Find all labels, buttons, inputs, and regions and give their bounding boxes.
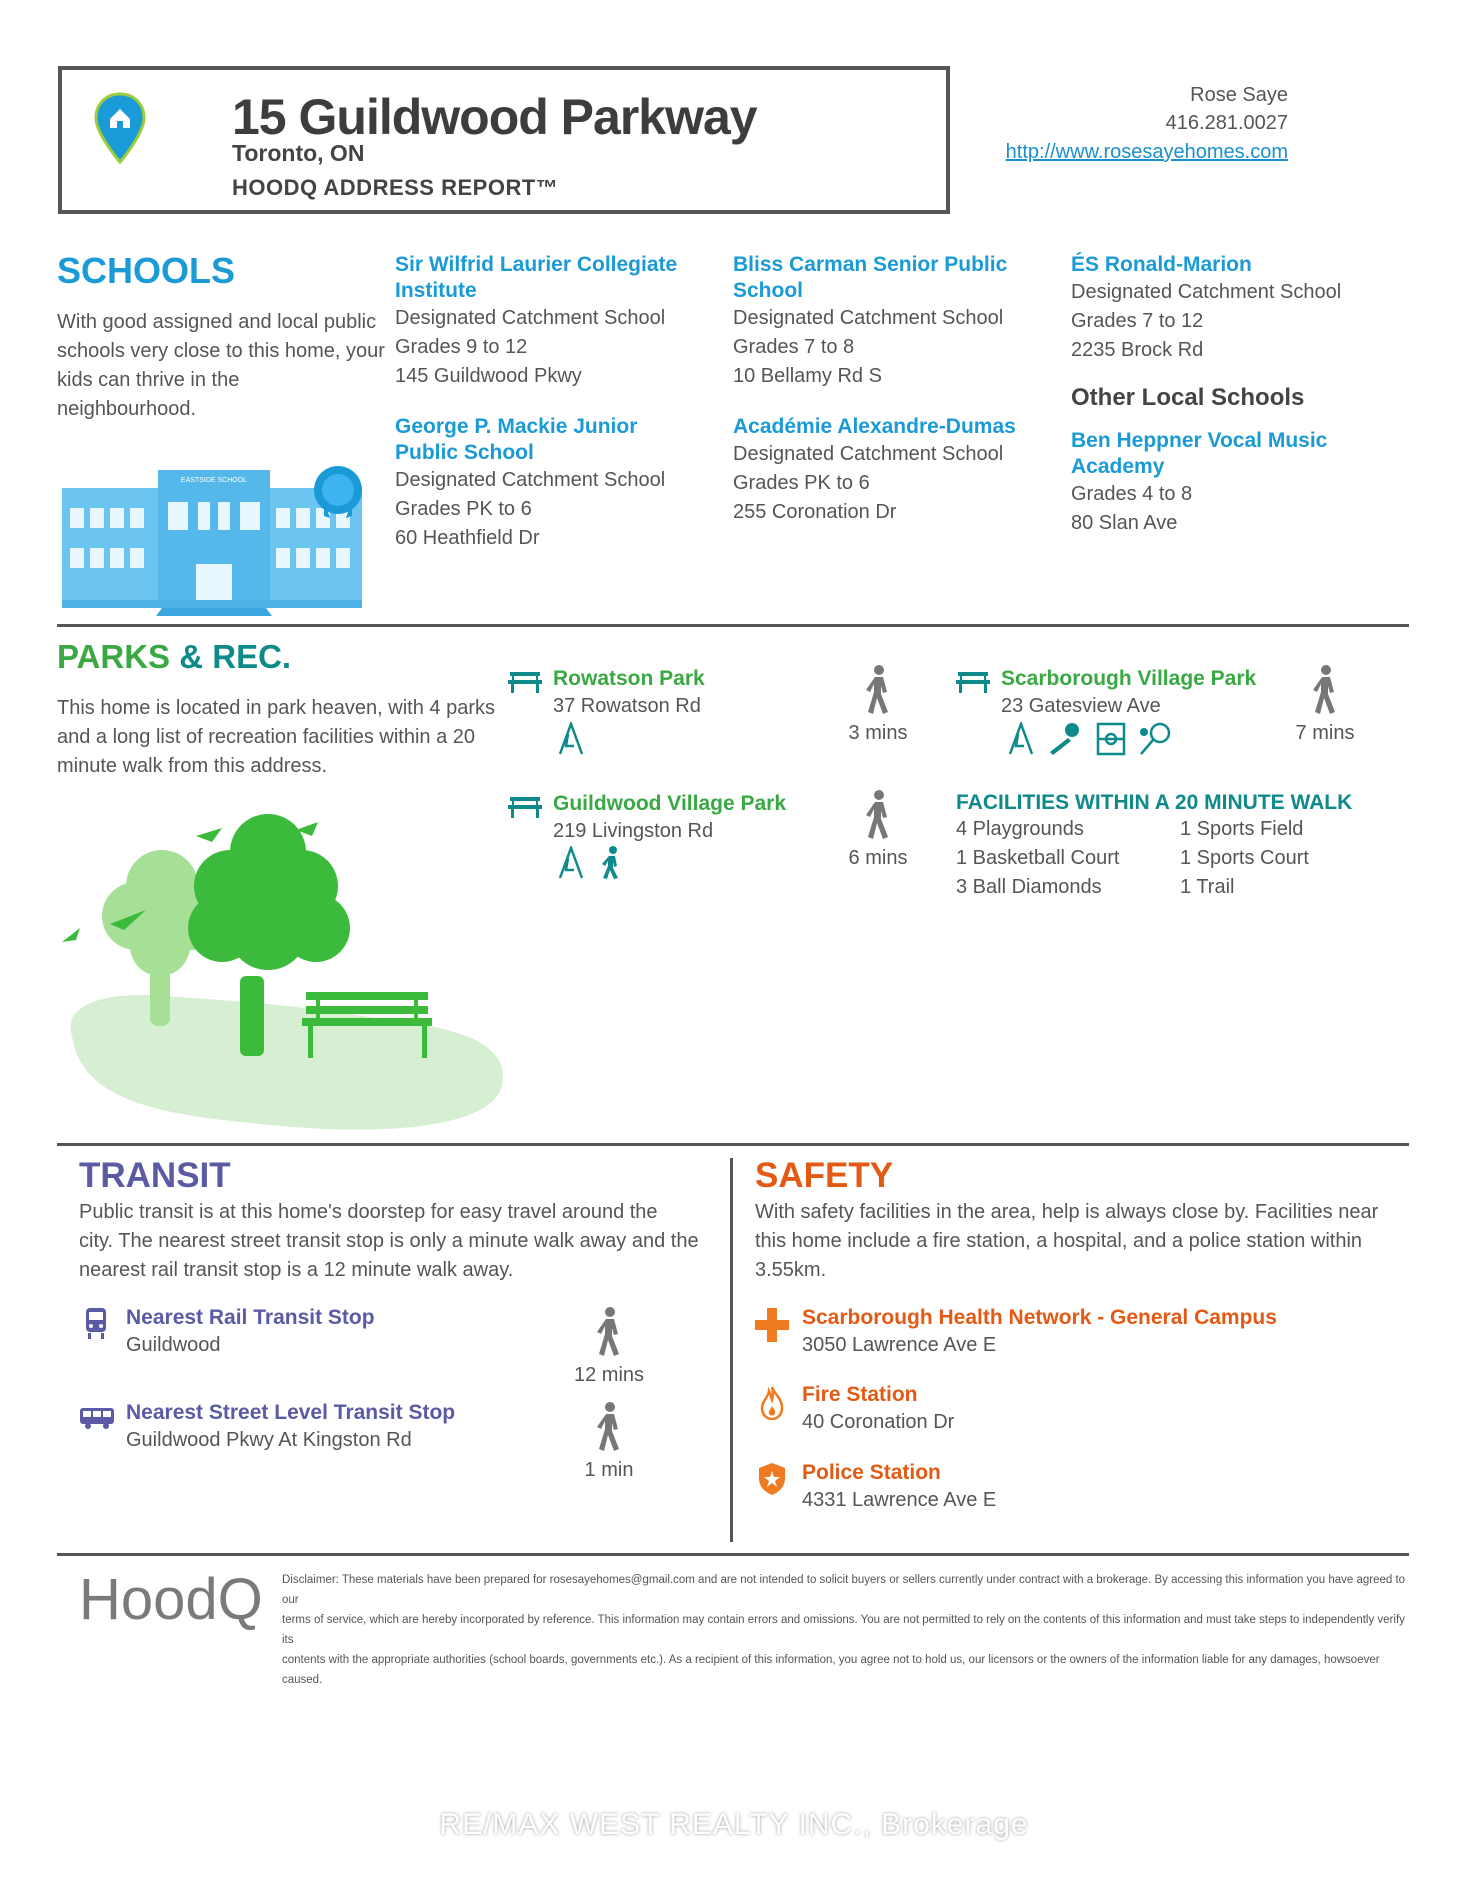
hospital-address: 3050 Lawrence Ave E bbox=[802, 1334, 997, 1356]
address-title: 15 Guildwood Parkway bbox=[232, 89, 757, 145]
school-type: Designated Catchment School bbox=[395, 469, 666, 491]
park-card-rowatson bbox=[553, 666, 705, 721]
park-amenity-icons bbox=[556, 846, 622, 880]
school-address: 10 Bellamy Rd S bbox=[733, 365, 882, 387]
street-transit-card bbox=[126, 1400, 455, 1455]
bench-icon bbox=[956, 668, 990, 699]
sports-field-icon bbox=[1096, 722, 1126, 756]
school-building-illustration bbox=[62, 458, 372, 616]
rail-transit-title: Nearest Rail Transit Stop bbox=[126, 1306, 375, 1329]
school-grades: Grades PK to 6 bbox=[395, 498, 532, 520]
agent-name: Rose Saye bbox=[1190, 84, 1288, 106]
hospital-cross-icon bbox=[755, 1308, 789, 1347]
walking-person-icon bbox=[861, 789, 895, 841]
rail-transit-card bbox=[126, 1305, 375, 1360]
police-station-name: Police Station bbox=[802, 1461, 941, 1484]
transit-description: Public transit is at this home's doorstep for easy travel around the city. The nearest street transit stop is only a minute walk away and the nearest rail transit stop is a 12 minute walk away. bbox=[79, 1201, 699, 1281]
park-amenity-icons bbox=[1006, 722, 1172, 756]
section-divider bbox=[57, 624, 1409, 627]
hoodq-logo: HoodQ bbox=[79, 1567, 263, 1632]
bench-icon bbox=[508, 793, 542, 824]
safety-description: With safety facilities in the area, help is always close by. Facilities near this home include a fire station, a hospital, and a police station within 3.55km. bbox=[755, 1201, 1379, 1281]
park-name: Guildwood Village Park bbox=[553, 792, 786, 815]
school-address: 60 Heathfield Dr bbox=[395, 527, 540, 549]
safety-heading: SAFETY bbox=[755, 1156, 894, 1195]
police-badge-icon bbox=[758, 1462, 786, 1501]
report-label: HOODQ ADDRESS REPORT™ bbox=[232, 175, 559, 200]
school-grades: Grades 9 to 12 bbox=[395, 336, 528, 358]
facilities-heading: FACILITIES WITHIN A 20 MINUTE WALK bbox=[956, 791, 1353, 814]
walking-person-icon bbox=[1308, 664, 1342, 716]
school-address: 145 Guildwood Pkwy bbox=[395, 365, 582, 387]
building-sign-text: EASTSIDE SCHOOL bbox=[180, 477, 248, 484]
school-type: Designated Catchment School bbox=[733, 443, 1004, 465]
walk-time-guildwood-village: 6 mins bbox=[838, 789, 918, 870]
parks-heading: PARKS & REC. bbox=[57, 638, 292, 675]
park-name: Rowatson Park bbox=[553, 667, 705, 690]
trail-icon bbox=[600, 846, 622, 880]
school-card-sir-wilfrid-laurier bbox=[395, 252, 715, 391]
fire-station-address: 40 Coronation Dr bbox=[802, 1411, 955, 1433]
park-address: 37 Rowatson Rd bbox=[553, 695, 701, 717]
park-address: 23 Gatesview Ave bbox=[1001, 695, 1161, 717]
school-grades: Grades 4 to 8 bbox=[1071, 483, 1193, 505]
brokerage-watermark: RE/MAX WEST REALTY INC., Brokerage bbox=[439, 1808, 1029, 1841]
school-grades: Grades PK to 6 bbox=[733, 472, 870, 494]
address-city: Toronto, ON bbox=[232, 140, 365, 166]
police-station-address: 4331 Lawrence Ave E bbox=[802, 1489, 997, 1511]
school-name: ÉS Ronald-Marion bbox=[1071, 253, 1252, 276]
school-name: Académie Alexandre-Dumas bbox=[733, 415, 1016, 438]
agent-phone: 416.281.0027 bbox=[1165, 112, 1288, 134]
section-divider bbox=[57, 1553, 1409, 1556]
walking-person-icon bbox=[592, 1401, 626, 1453]
school-name: Sir Wilfrid Laurier Collegiate Institute bbox=[395, 253, 678, 302]
bus-icon bbox=[79, 1406, 115, 1435]
bench-icon bbox=[508, 668, 542, 699]
street-transit-name: Guildwood Pkwy At Kingston Rd bbox=[126, 1429, 412, 1451]
school-card-ben-heppner bbox=[1071, 428, 1411, 538]
school-name: Ben Heppner Vocal Music Academy bbox=[1071, 429, 1328, 478]
playground-icon bbox=[556, 846, 586, 880]
other-schools-heading: Other Local Schools bbox=[1071, 384, 1305, 411]
park-address: 219 Livingston Rd bbox=[553, 820, 714, 842]
walk-time-rowatson: 3 mins bbox=[838, 664, 918, 745]
column-divider bbox=[730, 1158, 733, 1542]
school-address: 2235 Brock Rd bbox=[1071, 339, 1204, 361]
facilities-list-right: 1 Sports Field 1 Sports Court 1 Trail bbox=[1180, 818, 1309, 898]
school-type: Designated Catchment School bbox=[395, 307, 666, 329]
street-transit-title: Nearest Street Level Transit Stop bbox=[126, 1401, 456, 1424]
disclaimer-text: Disclaimer: These materials have been prepared for rosesayehomes@gmail.com and are not intended to solicit buyers or sellers currently under contract with a brokerage. By accessing this information you have agreed to our terms of service, which are hereby incorporated by reference. This information may contain errors and omissions. You are not permitted to rely on the contents of this information and must take steps to independently verify its contents with the appropriate authorities (school boards, governments etc.). As a recipient of this information, you agree not to hold us, our licensors or the owners of the information liable for any damages, howsoever caused. bbox=[282, 1574, 1406, 1686]
facilities-list-left: 4 Playgrounds 1 Basketball Court 3 Ball Diamonds bbox=[956, 818, 1120, 898]
park-card-scarborough-village bbox=[1001, 666, 1256, 721]
park-card-guildwood-village bbox=[553, 791, 786, 846]
agent-website-link[interactable]: http://www.rosesayehomes.com bbox=[1005, 141, 1288, 163]
school-card-es-ronald-marion bbox=[1071, 252, 1411, 365]
walking-person-icon bbox=[592, 1306, 626, 1358]
fire-station-card bbox=[802, 1382, 954, 1437]
transit-heading: TRANSIT bbox=[79, 1156, 231, 1195]
baseball-icon bbox=[1048, 722, 1084, 756]
flame-icon bbox=[760, 1386, 784, 1425]
home-location-pin-icon bbox=[94, 92, 146, 164]
tennis-icon bbox=[1138, 722, 1172, 756]
parks-description: This home is located in park heaven, with 4 parks and a long list of recreation facilities within a 20 minute walk from this address. bbox=[57, 697, 495, 777]
schools-heading: SCHOOLS bbox=[57, 250, 236, 291]
school-card-academie-alexandre-dumas bbox=[733, 414, 1053, 527]
walking-person-icon bbox=[861, 664, 895, 716]
school-card-bliss-carman bbox=[733, 252, 1053, 391]
school-grades: Grades 7 to 8 bbox=[733, 336, 855, 358]
school-address: 80 Slan Ave bbox=[1071, 512, 1178, 534]
rail-transit-name: Guildwood bbox=[126, 1334, 221, 1356]
section-divider bbox=[57, 1143, 1409, 1146]
park-illustration bbox=[62, 806, 508, 1134]
walk-time-scarborough-village: 7 mins bbox=[1285, 664, 1365, 745]
police-station-card bbox=[802, 1460, 996, 1515]
walk-time-street: 1 min bbox=[569, 1401, 649, 1482]
school-name: Bliss Carman Senior Public School bbox=[733, 253, 1008, 302]
playground-icon bbox=[1006, 722, 1036, 756]
school-grades: Grades 7 to 12 bbox=[1071, 310, 1204, 332]
school-address: 255 Coronation Dr bbox=[733, 501, 897, 523]
school-type: Designated Catchment School bbox=[733, 307, 1004, 329]
school-type: Designated Catchment School bbox=[1071, 281, 1342, 303]
hospital-card bbox=[802, 1305, 1277, 1360]
school-name: George P. Mackie Junior Public School bbox=[395, 415, 638, 464]
fire-station-name: Fire Station bbox=[802, 1383, 918, 1406]
hospital-name: Scarborough Health Network - General Campus bbox=[802, 1306, 1277, 1329]
walk-time-rail: 12 mins bbox=[569, 1306, 649, 1387]
schools-description: With good assigned and local public schools very close to this home, your kids can thrive in the neighbourhood. bbox=[57, 311, 385, 420]
train-icon bbox=[84, 1306, 108, 1345]
playground-icon bbox=[556, 722, 586, 761]
school-card-george-p-mackie bbox=[395, 414, 715, 553]
park-name: Scarborough Village Park bbox=[1001, 667, 1257, 690]
